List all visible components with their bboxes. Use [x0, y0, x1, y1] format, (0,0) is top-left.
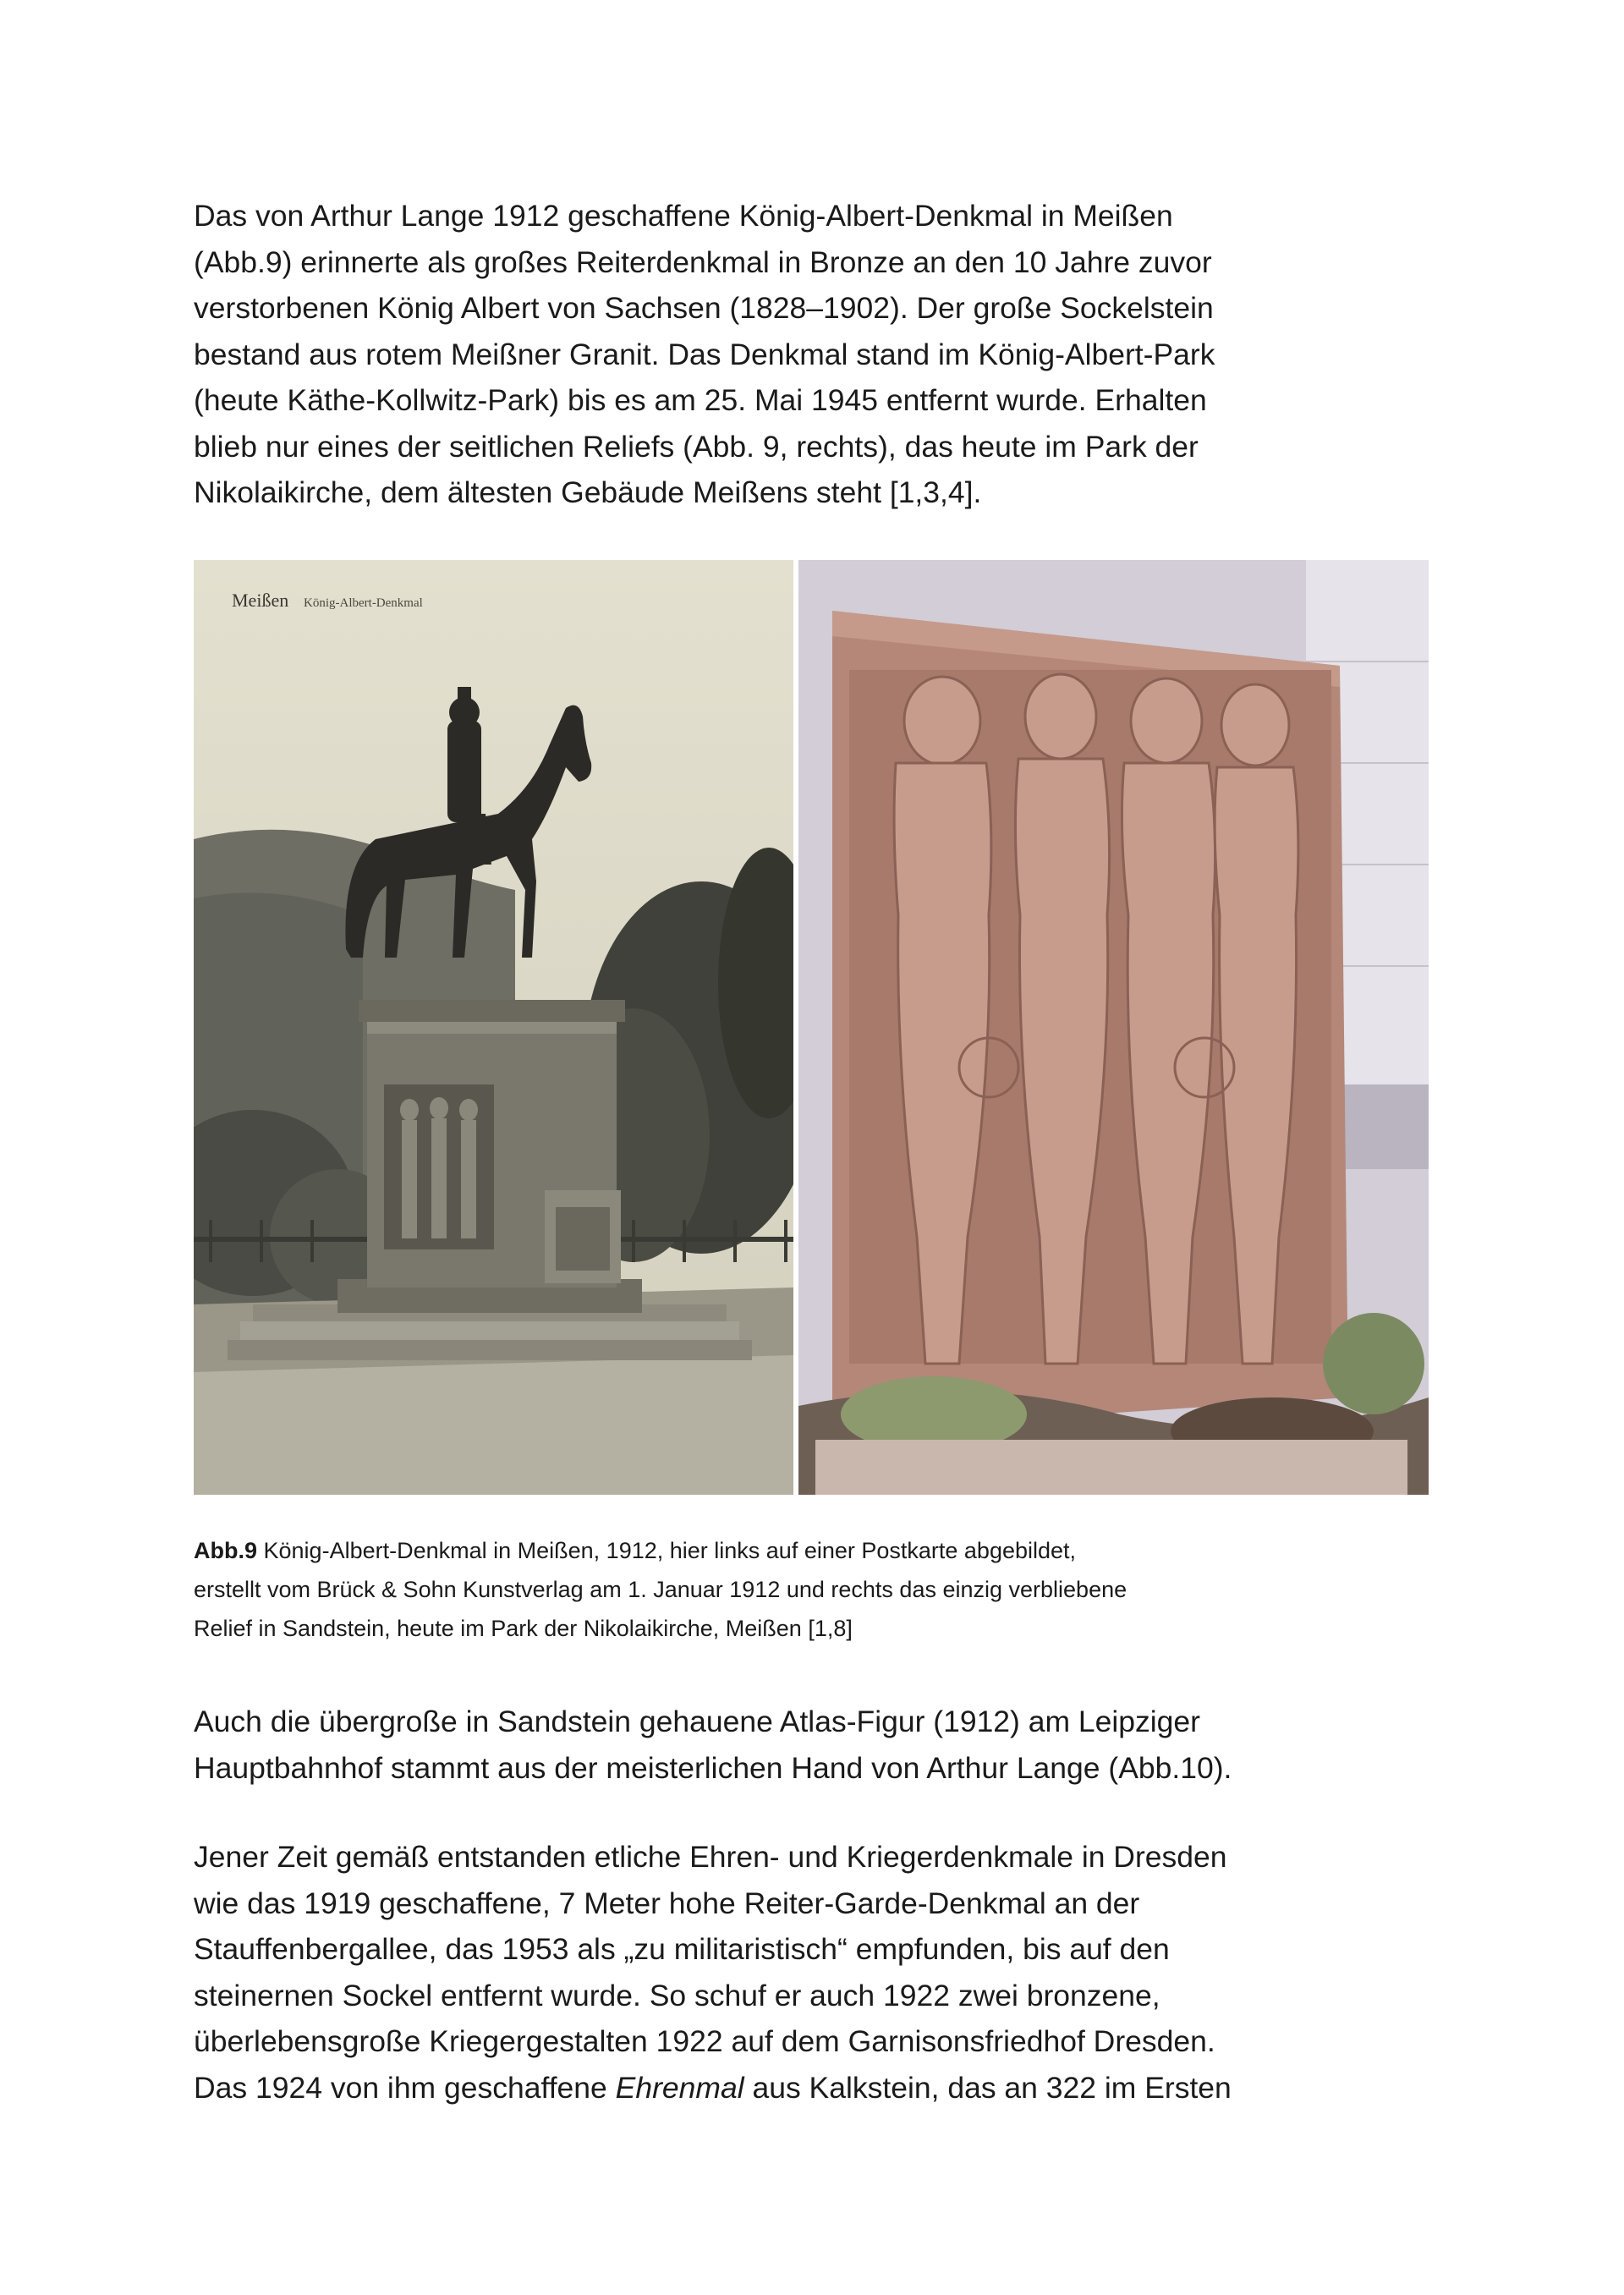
postcard-illustration	[194, 560, 793, 1495]
caption-line	[194, 1531, 1446, 1570]
caption-line: erstellt vom Brück & Sohn Kunstverlag am 1. Januar 1912 und rechts das einzig verbliebene	[194, 1577, 1127, 1602]
caption-line: Relief in Sandstein, heute im Park der Nikolaikirche, Meißen [1,8]	[194, 1616, 853, 1641]
paragraph-war-memorials	[194, 1834, 1437, 2111]
text-line: Nikolaikirche, dem ältesten Gebäude Meißens steht [1,3,4].	[194, 475, 982, 509]
figure-caption	[194, 1531, 1446, 1648]
text-line: Jener Zeit gemäß entstanden etliche Ehren- und Kriegerdenkmale in Dresden	[194, 1840, 1227, 1874]
relief-illustration	[798, 560, 1429, 1495]
paragraph-atlas	[194, 1699, 1437, 1791]
text-line: Auch die übergroße in Sandstein gehauene Atlas-Figur (1912) am Leipziger	[194, 1705, 1200, 1738]
caption-label: Abb.9	[194, 1538, 258, 1563]
text-line: blieb nur eines der seitlichen Reliefs (Abb. 9, rechts), das heute im Park der	[194, 429, 1199, 464]
text-segment: Das 1924 von ihm geschaffene	[194, 2070, 616, 2105]
text-line: Hauptbahnhof stammt aus der meisterlichen Hand von Arthur Lange (Abb.10).	[194, 1750, 1232, 1785]
postcard-title-place: Meißen	[232, 590, 289, 611]
text-line: verstorbenen König Albert von Sachsen (1828–1902). Der große Sockelstein	[194, 291, 1214, 325]
text-line: überlebensgroße Kriegergestalten 1922 auf dem Garnisonsfriedhof Dresden.	[194, 2024, 1215, 2058]
emphasis-ehrenmal: Ehrenmal	[615, 2070, 744, 2105]
postcard-image	[194, 560, 793, 1495]
postcard-title-name: König-Albert-Denkmal	[304, 596, 423, 610]
text-line: Das von Arthur Lange 1912 geschaffene König-Albert-Denkmal in Meißen	[194, 199, 1173, 233]
text-line	[194, 2065, 1437, 2111]
text-segment: aus Kalkstein, das an 322 im Ersten	[743, 2070, 1232, 2105]
text-line: (Abb.9) erinnerte als großes Reiterdenkmal in Bronze an den 10 Jahre zuvor	[194, 244, 1212, 279]
text-line: Stauffenbergallee, das 1953 als „zu militaristisch“ empfunden, bis auf den	[194, 1932, 1170, 1966]
text-line: (heute Käthe-Kollwitz-Park) bis es am 25. Mai 1945 entfernt wurde. Erhalten	[194, 383, 1207, 417]
caption-text: König-Albert-Denkmal in Meißen, 1912, hier links auf einer Postkarte abgebildet,	[257, 1538, 1077, 1563]
paragraph-intro	[194, 193, 1437, 516]
relief-photo	[798, 560, 1429, 1495]
text-line: steinernen Sockel entfernt wurde. So schuf er auch 1922 zwei bronzene,	[194, 1978, 1160, 2012]
text-line: wie das 1919 geschaffene, 7 Meter hohe Reiter-Garde-Denkmal an der	[194, 1886, 1140, 1920]
text-line: bestand aus rotem Meißner Granit. Das Denkmal stand im König-Albert-Park	[194, 337, 1215, 371]
